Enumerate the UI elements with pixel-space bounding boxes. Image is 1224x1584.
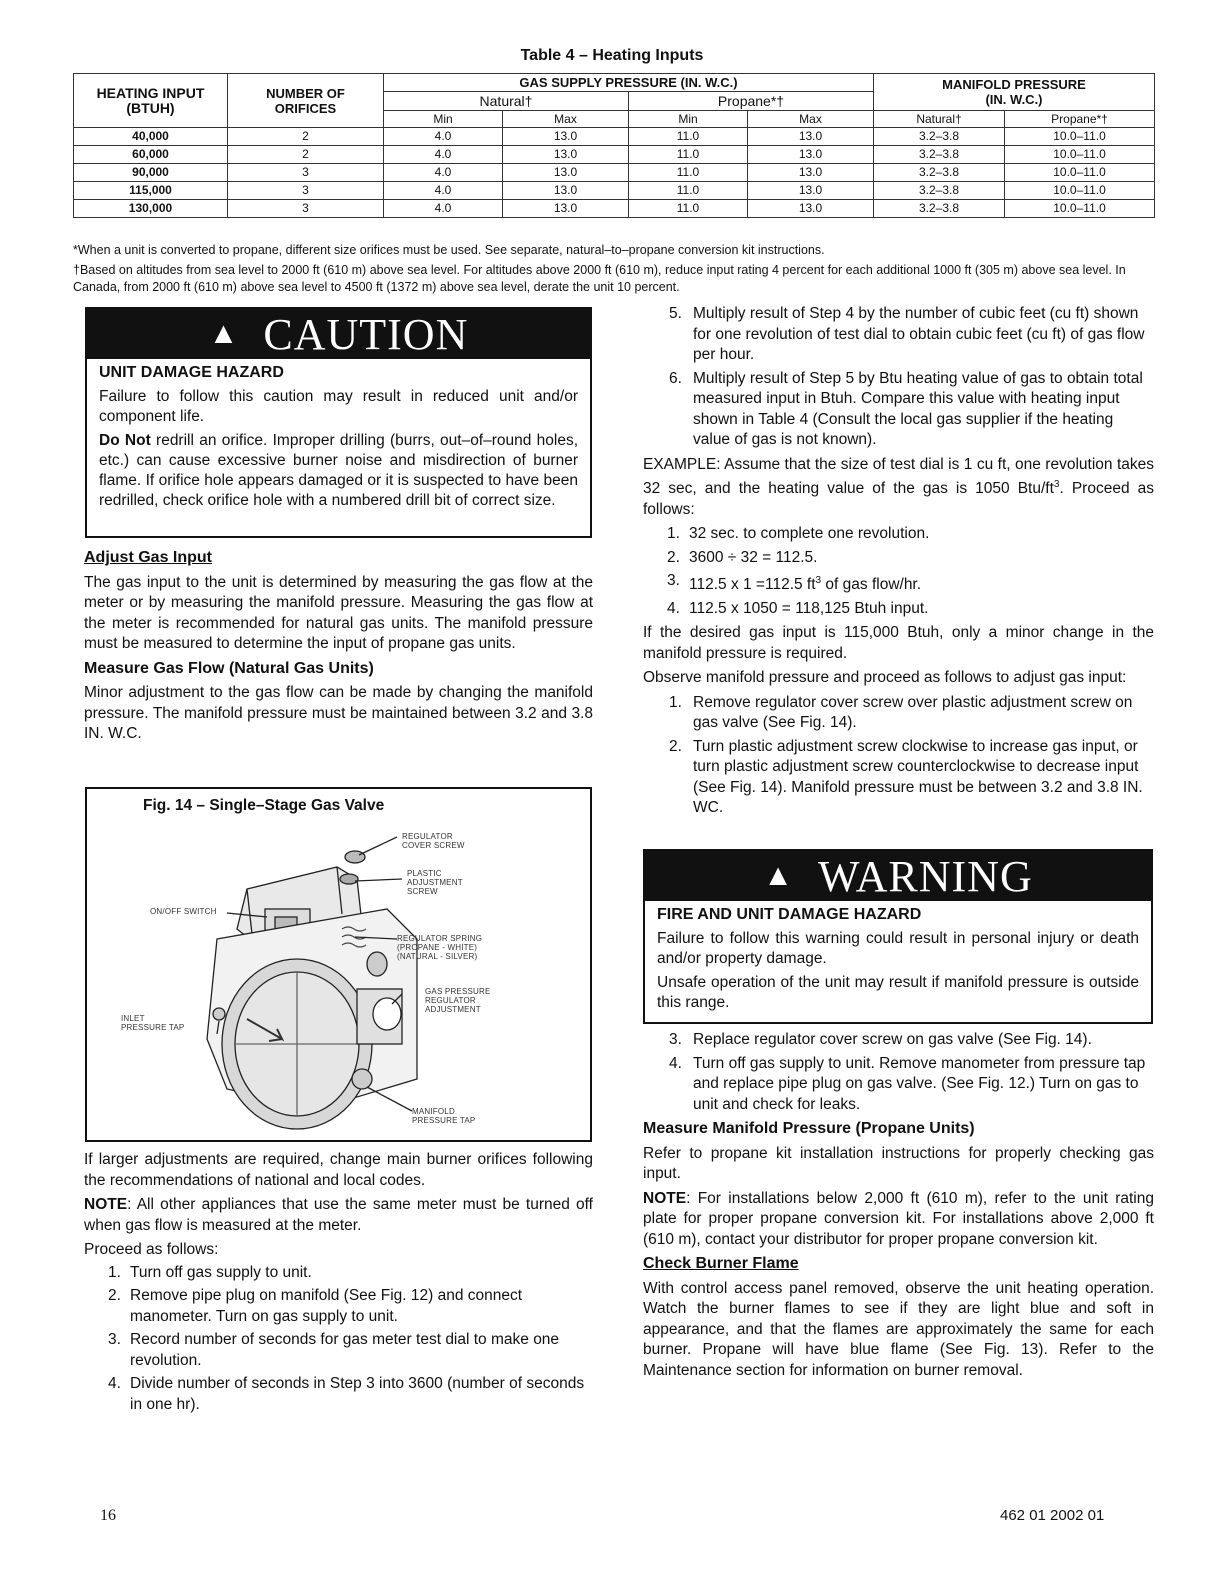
cell: 13.0 [748, 200, 874, 218]
cell: 13.0 [503, 200, 629, 218]
cell: 130,000 [74, 200, 228, 218]
propane-heading: Measure Manifold Pressure (Propane Units) [643, 1120, 975, 1137]
list-item: 2. Turn plastic adjustment screw clockwise to increase gas input, or turn plastic adjustment screw counterclockwise to decrease input (See Fig. 14). Manifold pressure must be between 3.2 and 3.8 IN. WC. [669, 737, 1143, 817]
footnote-propane: *When a unit is converted to propane, different size orifices must be used. See separate, natural–to–propane conversion kit instructions. [73, 243, 825, 257]
propane-note: NOTE: For installations below 2,000 ft (610 m), refer to the unit rating plate for proper propane conversion kit. For installations above 2,000 ft (610 m), contact your distributor for proper propane conversion kit. [643, 1189, 1154, 1248]
list-item: 6. Multiply result of Step 5 by Btu heating value of gas to obtain total measured input in Btuh. Compare this value with heating input shown in Table 4 (Consult the local gas supplier if the heating value of gas is not known). [669, 369, 1143, 448]
cell: 10.0–11.0 [1005, 182, 1155, 200]
cell: 60,000 [74, 146, 228, 164]
measure-gas-flow-heading: Measure Gas Flow (Natural Gas Units) [84, 659, 374, 677]
cell: 3.2–3.8 [874, 182, 1005, 200]
cell: 3 [228, 200, 384, 218]
sub-natural: Natural† [384, 92, 629, 111]
right-column-bottom [643, 1030, 1154, 1385]
caution-text-2: Do Not redrill an orifice. Improper drilling (burrs, out–of–round holes, etc.) can cause excessive burner noise and misdirection of burner flame. If orifice hole appears damaged or it is suspected to have been redrilled, check orifice hole with a numbered drill bit of correct size. [99, 432, 579, 509]
list-item: 1. 32 sec. to complete one revolution. [667, 525, 930, 543]
cell: 3 [228, 164, 384, 182]
list-item: 2. 3600 ÷ 32 = 112.5. [667, 548, 818, 566]
cell: 3 [228, 182, 384, 200]
left-column-bottom [84, 1150, 593, 1419]
list-item: 4. 112.5 x 1050 = 118,125 Btuh input. [667, 599, 929, 617]
cell: 90,000 [74, 164, 228, 182]
col-orifices: NUMBER OF ORIFICES [228, 74, 384, 128]
cell: 3.2–3.8 [874, 128, 1005, 146]
cell: 4.0 [384, 128, 503, 146]
col-gas-supply: GAS SUPPLY PRESSURE (IN. W.C.) [384, 74, 874, 92]
desired-input-text: If the desired gas input is 115,000 Btuh, only a minor change in the manifold pressure is required. [643, 624, 1154, 662]
cell: 10.0–11.0 [1005, 200, 1155, 218]
max-propane: Max [748, 111, 874, 128]
figure-title: Fig. 14 – Single–Stage Gas Valve [143, 797, 385, 814]
cell: 11.0 [629, 146, 748, 164]
cell: 13.0 [503, 146, 629, 164]
gas-valve-illustration [87, 789, 590, 1140]
right-column-top [643, 304, 1154, 823]
label-manifold-pressure-tap: MANIFOLD PRESSURE TAP [412, 1107, 476, 1125]
measure-gas-flow-text: Minor adjustment to the gas flow can be made by changing the manifold pressure. The manifold pressure must be maintained between 3.2 and 3.8 IN. W.C. [84, 684, 593, 742]
label-inlet-pressure-tap: INLET PRESSURE TAP [121, 1014, 185, 1032]
warning-box [643, 849, 1153, 1024]
cell: 10.0–11.0 [1005, 146, 1155, 164]
cell: 13.0 [503, 128, 629, 146]
caution-label: CAUTION [263, 309, 469, 359]
cell: 3.2–3.8 [874, 146, 1005, 164]
table-row [74, 200, 1155, 218]
label-regulator-spring: REGULATOR SPRING (PROPANE - WHITE) (NATURAL - SILVER) [397, 934, 483, 961]
cell: 2 [228, 146, 384, 164]
cell: 40,000 [74, 128, 228, 146]
note-meter: NOTE: All other appliances that use the same meter must be turned off when gas flow is measured at the meter. [84, 1196, 593, 1234]
cell: 13.0 [748, 128, 874, 146]
example-text: EXAMPLE: Assume that the size of test dial is 1 cu ft, one revolution takes 32 sec, and the heating value of the gas is 1050 Btu/$ft^3$. Proceed as follows: [643, 455, 1154, 518]
table-row [74, 146, 1155, 164]
caution-banner [87, 309, 590, 359]
cell: 3.2–3.8 [874, 164, 1005, 182]
cell: 4.0 [384, 182, 503, 200]
example-steps-list [643, 524, 1154, 619]
gas-valve-figure [85, 787, 592, 1142]
cell: 10.0–11.0 [1005, 164, 1155, 182]
list-item: 2. Remove pipe plug on manifold (See Fig. 12) and connect manometer. Turn on gas supply to unit. [108, 1287, 523, 1325]
cell: 13.0 [748, 164, 874, 182]
document-number: 462 01 2002 01 [1000, 1507, 1105, 1524]
propane-text: Refer to propane kit installation instructions for properly checking gas input. [643, 1144, 1154, 1182]
footnote-altitude: †Based on altitudes from sea level to 2000 ft (610 m) above sea level. For altitudes above 2000 ft (610 m), reduce input rating 4 percent for each additional 1000 ft (305 m) above sea level. In Canada, from 2000 ft (610 m) above sea level to 4500 ft (1372 m) above sea level, derate the unit 10 percent. [73, 263, 1126, 294]
page-number: 16 [100, 1507, 116, 1524]
adjust-steps-continued [643, 1030, 1154, 1115]
left-column-top [84, 548, 593, 749]
caution-text: Failure to follow this caution may result in reduced unit and/or component life. [99, 388, 578, 425]
heating-inputs-table [73, 73, 1155, 218]
cell: 115,000 [74, 182, 228, 200]
cell: 13.0 [748, 182, 874, 200]
max-natural: Max [503, 111, 629, 128]
warning-text-2: Unsafe operation of the unit may result if manifold pressure is outside this range. [657, 974, 1139, 1011]
list-item: 3. 112.5 x 1 =112.5 $ft^3$ of gas flow/hr. [667, 572, 922, 594]
min-propane: Min [629, 111, 748, 128]
list-item: 1. Turn off gas supply to unit. [108, 1263, 312, 1281]
adjust-steps-list [643, 693, 1154, 819]
cell: 13.0 [748, 146, 874, 164]
cell: 4.0 [384, 146, 503, 164]
cell: 11.0 [629, 182, 748, 200]
list-item: 3. Record number of seconds for gas meter test dial to make one revolution. [108, 1331, 560, 1369]
cell: 11.0 [629, 128, 748, 146]
label-plastic-adjustment-screw: PLASTIC ADJUSTMENT SCREW [407, 869, 463, 896]
warning-triangle-icon: ▲ [763, 859, 794, 892]
cell: 10.0–11.0 [1005, 128, 1155, 146]
meter-steps-list [84, 1263, 593, 1416]
meter-steps-continued [643, 304, 1154, 451]
warning-title: FIRE AND UNIT DAMAGE HAZARD [657, 906, 922, 923]
col-manifold: MANIFOLD PRESSURE (IN. W.C.) [874, 74, 1155, 111]
sub-propane: Propane*† [629, 92, 874, 111]
adjust-gas-input-text: The gas input to the unit is determined by measuring the gas flow at the meter or by measuring the manifold pressure. Measuring the gas flow at the meter is recommended for natural gas units. The manifold pressure must be measured to determine the input of propane gas units. [84, 573, 593, 652]
proceed-text: Proceed as follows: [84, 1241, 219, 1258]
table-row [74, 128, 1155, 146]
larger-adjustments-text: If larger adjustments are required, change main burner orifices following the recommendations of national and local codes. [84, 1151, 593, 1189]
list-item: 5. Multiply result of Step 4 by the number of cubic feet (cu ft) shown for one revolution of test dial to obtain cubic feet (cu ft) of gas flow per hour. [669, 305, 1145, 363]
manifold-propane: Propane*† [1005, 111, 1155, 128]
warning-text: Failure to follow this warning could result in personal injury or death and/or property damage. [657, 930, 1139, 967]
observe-text: Observe manifold pressure and proceed as follows to adjust gas input: [643, 669, 1127, 687]
list-item: 3. Replace regulator cover screw on gas valve (See Fig. 14). [669, 1031, 1092, 1048]
caution-box [85, 307, 592, 538]
list-item: 1. Remove regulator cover screw over plastic adjustment screw on gas valve (See Fig. 14). [669, 693, 1133, 732]
col-heating-input: HEATING INPUT (BTUH) [74, 74, 228, 128]
check-burner-flame-text: With control access panel removed, observe the unit heating operation. Watch the burner flames to see if they are light blue and soft in appearance, and that the flames are approximately the same for each burner. Propane will have blue flame (See Fig. 13). Refer to the Maintenance section for information on burner removal. [643, 1279, 1154, 1379]
label-on-off-switch: ON/OFF SWITCH [150, 907, 217, 916]
table-row [74, 182, 1155, 200]
caution-title: UNIT DAMAGE HAZARD [99, 364, 284, 381]
cell: 11.0 [629, 164, 748, 182]
manifold-natural: Natural† [874, 111, 1005, 128]
list-item: 4. Turn off gas supply to unit. Remove manometer from pressure tap and replace pipe plug on gas valve. (See Fig. 12.) Turn on gas to unit and check for leaks. [669, 1054, 1146, 1113]
label-gas-pressure-regulator: GAS PRESSURE REGULATOR ADJUSTMENT [425, 987, 491, 1014]
warning-triangle-icon: ▲ [208, 317, 240, 350]
list-item: 4. Divide number of seconds in Step 3 into 3600 (number of seconds in one hr). [108, 1375, 585, 1413]
warning-banner [645, 851, 1151, 901]
warning-label: WARNING [817, 851, 1033, 901]
label-regulator-cover-screw: REGULATOR COVER SCREW [402, 832, 465, 850]
min-natural: Min [384, 111, 503, 128]
cell: 13.0 [503, 182, 629, 200]
cell: 2 [228, 128, 384, 146]
check-burner-flame-heading: Check Burner Flame [643, 1255, 799, 1272]
table-title: Table 4 – Heating Inputs [520, 47, 704, 64]
cell: 13.0 [503, 164, 629, 182]
cell: 4.0 [384, 200, 503, 218]
adjust-gas-input-heading: Adjust Gas Input [84, 549, 212, 566]
table-row [74, 164, 1155, 182]
cell: 11.0 [629, 200, 748, 218]
cell: 3.2–3.8 [874, 200, 1005, 218]
cell: 4.0 [384, 164, 503, 182]
